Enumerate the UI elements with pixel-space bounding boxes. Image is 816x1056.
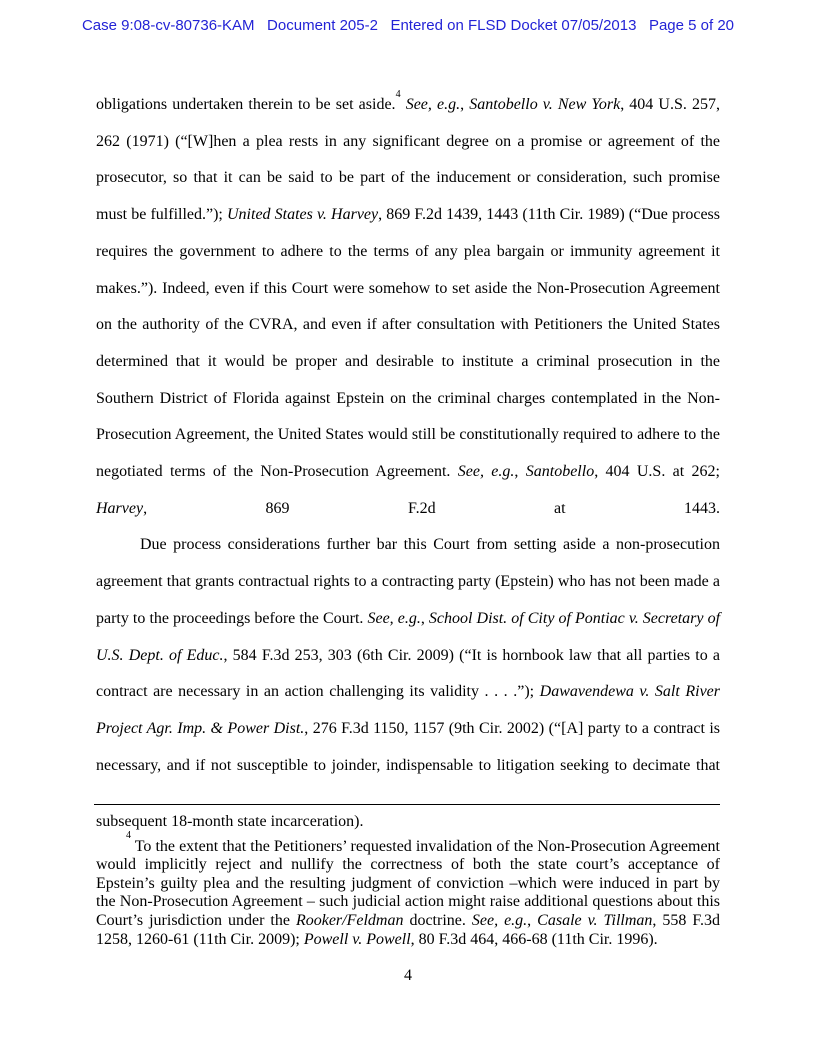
body-paragraph-1: obligations undertaken therein to be set aside.$^4$ See, e.g., Santobello v. New York, 404 U.S. 257, 262 (1971) (“[W]hen a plea rests in any significant degree on a promise or agreement of the prosecutor, so that it can be said to be part of the inducement or consideration, such promise must be fulfilled.”); United States v. Harvey, 869 F.2d 1439, 1443 (11th Cir. 1989) (“Due process requires the government to adhere to the terms of any plea bargain or immunity agreement it makes.”). Indeed, even if this Court were somehow to set aside the Non-Prosecution Agreement on the authority of the CVRA, and even if after consultation with Petitioners the United States determined that it would be proper and desirable to institute a criminal prosecution in the Southern District of Florida against Epstein on the criminal charges contemplated in the Non-Prosecution Agreement, the United States would still be constitutionally required to adhere to the negotiated terms of the Non-Prosecution Agreement. See, e.g., Santobello, 404 U.S. at 262; Harvey, 869 F.2d at 1443. [96,88,721,517]
footnote-4: $^4$ To the extent that the Petitioners’ requested invalidation of the Non-Prosecution Agreement would implicitly reject and nullify the correctness of both the state court’s acceptance of Epstein’s guilty plea and the resulting judgment of conviction –which were induced in part by the Non-Prosecution Agreement – such judicial action might raise additional questions about this Court’s jurisdiction under the Rooker/Feldman doctrine. See, e.g., Casale v. Tillman, 558 F.3d 1258, 1260-61 (11th Cir. 2009); Powell v. Powell, 80 F.3d 464, 466-68 (11th Cir. 1996). [96,830,721,948]
footnote-continuation: subsequent 18-month state incarceration). [96,813,364,830]
ecf-header-stamp: Case 9:08-cv-80736-KAM Document 205-2 Entered on FLSD Docket 07/05/2013 Page 5 of 20 [81,17,735,34]
footnote-area [96,813,720,949]
page-number: 4 [404,967,412,984]
document-body [96,87,720,784]
footnote-separator [94,804,720,805]
body-paragraph-2: Due process considerations further bar this Court from setting aside a non-prosecution agreement that grants contractual rights to a contracting party (Epstein) who has not been made a party to the proceedings before the Court. See, e.g., School Dist. of City of Pontiac v. Secretary of U.S. Dept. of Educ., 584 F.3d 253, 303 (6th Cir. 2009) (“It is hornbook law that all parties to a contract are necessary in an action challenging its validity . . . .”); Dawavendewa v. Salt River Project Agr. Imp. & Power Dist., 276 F.3d 1150, 1157 (9th Cir. 2002) (“[A] party to a contract is necessary, and if not susceptible to joinder, indispensable to litigation seeking to decimate that [96,536,721,774]
